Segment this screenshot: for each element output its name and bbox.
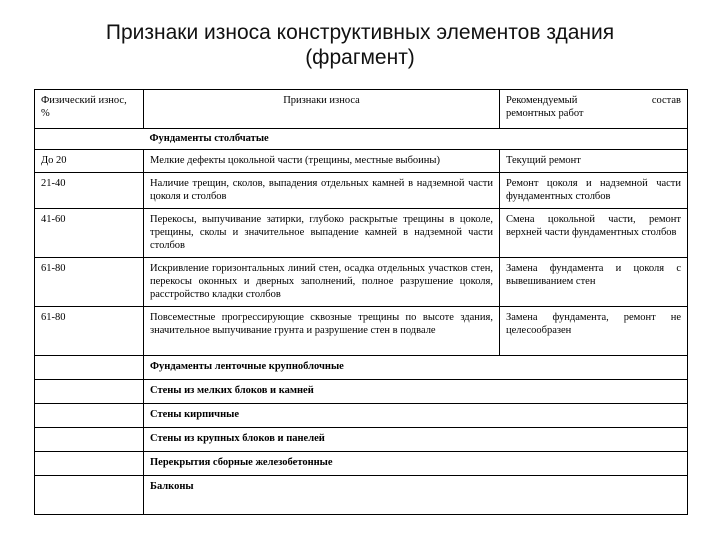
cell-rec: Замена фундамента и цоколя с вывешиванием стен — [500, 258, 688, 307]
section-row — [35, 476, 688, 515]
cell-wear: До 20 — [35, 150, 144, 173]
title-line-1: Признаки износа конструктивных элементов здания — [105, 21, 615, 44]
header-recommendation — [500, 90, 688, 129]
cell-signs: Перекосы, выпучивание затирки, глубоко раскрытые трещины в цоколе, трещины, сколы и значительное выпадение камней в надземной части столбов — [144, 209, 500, 258]
section-row — [35, 380, 688, 404]
section-label: Балконы — [144, 476, 688, 515]
table-row — [35, 258, 688, 307]
cell-rec: Смена цокольной части, ремонт верхней части фундаментных столбов — [500, 209, 688, 258]
section-row — [35, 356, 688, 380]
wear-signs-table — [34, 89, 688, 515]
section-row — [35, 404, 688, 428]
header-rec-line2: ремонтных работ — [506, 108, 584, 119]
cell-wear: 21-40 — [35, 173, 144, 209]
table-row — [35, 307, 688, 356]
section-row — [35, 428, 688, 452]
cell-wear: 41-60 — [35, 209, 144, 258]
cell-wear: 61-80 — [35, 307, 144, 356]
table-header-row — [35, 90, 688, 129]
cell-signs: Искривление горизонтальных линий стен, осадка отдельных участков стен, перекосы оконных и дверных заполнений, полное разрушение цоколя, расстройство кладки столбов — [144, 258, 500, 307]
section-row-columnar — [35, 129, 688, 150]
header-signs: Признаки износа — [144, 90, 500, 129]
section-row — [35, 452, 688, 476]
section-label: Стены кирпичные — [144, 404, 688, 428]
page-title — [0, 20, 720, 70]
cell-signs: Наличие трещин, сколов, выпадения отдельных камней в надземной части цоколя и столбов — [144, 173, 500, 209]
cell-wear: 61-80 — [35, 258, 144, 307]
header-rec-right: состав — [651, 95, 681, 106]
section-label: Перекрытия сборные железобетонные — [144, 452, 688, 476]
cell-rec: Текущий ремонт — [500, 150, 688, 173]
table-row — [35, 173, 688, 209]
section-label: Фундаменты ленточные крупноблочные — [144, 356, 688, 380]
title-line-2: (фрагмент) — [305, 46, 415, 69]
table-row — [35, 209, 688, 258]
section-label: Стены из крупных блоков и панелей — [144, 428, 688, 452]
header-rec-left: Рекомендуемый — [506, 95, 578, 106]
cell-signs: Мелкие дефекты цокольной части (трещины, местные выбоины) — [144, 150, 500, 173]
header-wear: Физический износ, % — [35, 90, 144, 129]
cell-rec: Ремонт цоколя и надземной части фундаментных столбов — [500, 173, 688, 209]
section-label: Стены из мелких блоков и камней — [144, 380, 688, 404]
cell-signs-text: Повсеместные прогрессирующие сквозные трещины по высоте здания, значительное выпучивание грунта и разрушение стен в подвале — [150, 312, 493, 336]
table-row — [35, 150, 688, 173]
cell-signs — [144, 307, 500, 356]
cell-rec: Замена фундамента, ремонт не целесообразен — [500, 307, 688, 356]
section-columnar-label: Фундаменты столбчатые — [144, 129, 688, 150]
